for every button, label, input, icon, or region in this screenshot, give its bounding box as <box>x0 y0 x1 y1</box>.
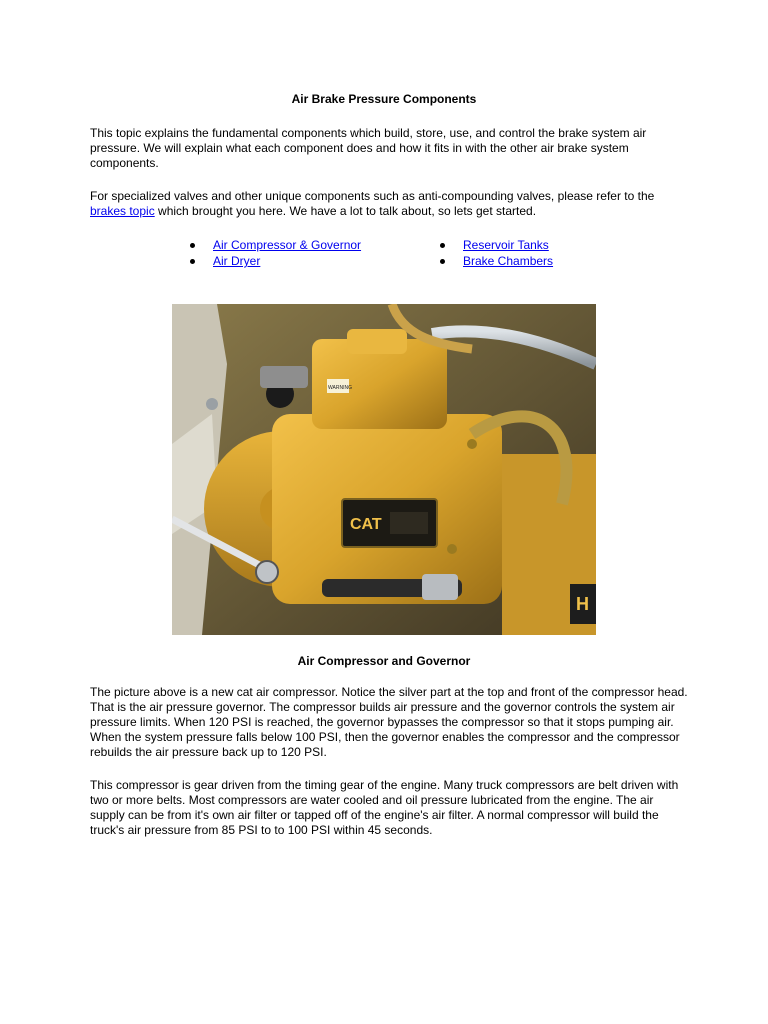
bolt-head <box>447 544 457 554</box>
photo-caption: Air Compressor and Governor <box>297 654 471 668</box>
right-badge-letter: H <box>576 594 589 614</box>
topic-links-right <box>440 237 553 269</box>
compressor-cap <box>347 329 407 354</box>
page-title: Air Brake Pressure Components <box>291 92 477 106</box>
cat-nameplate-brand: CAT <box>350 516 382 533</box>
intro-paragraph: This topic explains the fundamental components which build, store, use, and control the brake system air pressure. We will explain what each component does and how it fits in with the other air brake system components. <box>90 126 647 170</box>
air-compressor-governor-link[interactable]: Air Compressor & Governor <box>213 238 362 252</box>
refer-text-after: which brought you here. We have a lot to talk about, so lets get started. <box>154 204 537 218</box>
air-dryer-link[interactable]: Air Dryer <box>213 254 261 268</box>
topic-links-left <box>190 237 361 269</box>
lower-nut <box>422 574 458 600</box>
brakes-topic-link[interactable]: brakes topic <box>90 204 155 218</box>
bullet-icon <box>190 243 195 248</box>
refer-text-before: For specialized valves and other unique components such as anti-compounding valves, please refer to the <box>90 189 655 203</box>
list-item <box>190 253 361 269</box>
bullet-icon <box>440 259 445 264</box>
bullet-icon <box>190 259 195 264</box>
governor-body <box>260 366 308 388</box>
list-item <box>440 253 553 269</box>
list-item <box>440 237 553 253</box>
bolt-head <box>206 398 218 410</box>
governor-paragraph: The picture above is a new cat air compressor. Notice the silver part at the top and front of the compressor head. That is the air pressure governor. The compressor builds air pressure and the governor controls the system air pressure limits. When 120 PSI is reached, the governor bypasses the compressor so that it stops pumping air. When the system pressure falls below 100 PSI, then the governor enables the compressor and the compressor rebuilds the air pressure back up to 120 PSI. <box>90 685 688 759</box>
bullet-icon <box>440 243 445 248</box>
brake-chambers-link[interactable]: Brake Chambers <box>463 254 554 268</box>
refer-paragraph <box>90 189 690 219</box>
reservoir-tanks-link[interactable]: Reservoir Tanks <box>463 238 549 252</box>
warning-tag-text: WARNING <box>328 385 352 391</box>
nameplate-fine-print <box>390 512 428 534</box>
list-item <box>190 237 361 253</box>
air-compressor-photo <box>172 304 596 635</box>
drive-paragraph: This compressor is gear driven from the timing gear of the engine. Many truck compressors are belt driven with two or more belts. Most compressors are water cooled and oil pressure lubricated from the engine. The air supply can be from it's own air filter or tapped off of the engine's air filter. A normal compressor will build the truck's air pressure from 85 PSI to to 100 PSI within 45 seconds. <box>90 778 679 837</box>
bolt-head <box>467 439 477 449</box>
rod-end-fitting <box>256 561 278 583</box>
